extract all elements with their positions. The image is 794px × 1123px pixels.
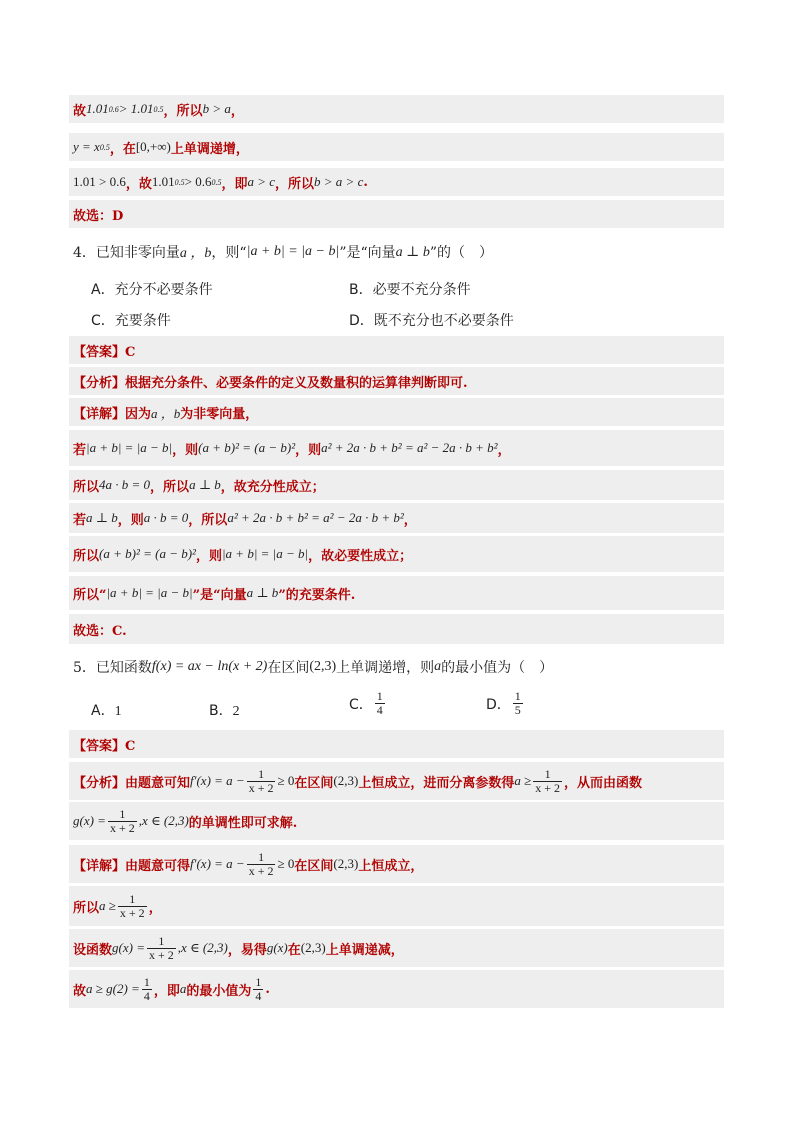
q4-option-b: B．必要不充分条件	[349, 282, 471, 298]
prev-line-1: 故 1.01 0.6 > 1.01 0.5 ，所以 b > a ，	[69, 95, 724, 123]
prev-line-2: y = x 0.5 ，在 [0,+∞) 上单调递增，	[69, 133, 724, 161]
q4-step-4: 所以 (a + b)² = (a − b)² ，则 |a + b| = |a − b| ，故必要性成立；	[69, 536, 724, 572]
q5-option-d: D． $\frac{1}{5}$	[486, 689, 521, 717]
fraction: $\frac{1}{4}$	[376, 689, 383, 717]
q4-option-d: D．既不充分也不必要条件	[349, 313, 514, 329]
q4-detail: 【详解】因为 a ，b 为非零向量，	[69, 398, 724, 426]
q5-stem: 5．已知函数 f(x) = ax − ln(x + 2) 在区间 (2,3) 上单调递增，则 a 的最小值为（ ）	[73, 659, 554, 676]
q4-analysis: 【分析】根据充分条件、必要条件的定义及数量积的运算律判断即可.	[69, 367, 724, 395]
q5-detail-1: 【详解】由题意可得 f′(x) = a − $\frac{1}{x + 2}$ ≥ 0 在区间 (2,3) 上恒成立，	[69, 845, 724, 883]
q5-analysis-1: 【分析】由题意可知 f′(x) = a − $\frac{1}{x + 2}$ ≥ 0 在区间 (2,3) 上恒成立，进而分离参数得 a ≥ $\frac{1}{x + 2}$ ，从而由函数	[69, 762, 724, 800]
prev-choose: 故选：D	[69, 200, 724, 228]
q5-option-b: B．2	[209, 703, 240, 719]
fraction: $\frac{1}{5}$	[514, 689, 521, 717]
q4-choose: 故选：C.	[69, 614, 724, 644]
fraction: $\frac{1}{4}$	[255, 974, 262, 1003]
fraction: $\frac{1}{x + 2}$	[248, 766, 274, 795]
q4-answer: 【答案】C	[69, 336, 724, 364]
fraction: $\frac{1}{x + 2}$	[119, 891, 145, 920]
q4-option-c: C．充要条件	[91, 313, 171, 329]
fraction: $\frac{1}{4}$	[143, 974, 150, 1003]
q5-detail-2: 所以 a ≥ $\frac{1}{x + 2}$ ，	[69, 886, 724, 926]
prev-line-3: 1.01 > 0.6 ，故 1.01 0.5 > 0.6 0.5 ，即 a > c ，所以 b > a > c .	[69, 168, 724, 196]
q4-step-5: 所以“ |a + b| = |a − b| ”是“向量 a ⊥ b ”的充要条件.	[69, 576, 724, 610]
q5-option-c: C． $\frac{1}{4}$	[349, 689, 383, 717]
q5-option-a: A．1	[91, 703, 122, 719]
q5-answer: 【答案】C	[69, 730, 724, 758]
fraction: $\frac{1}{x + 2}$	[148, 933, 174, 962]
q4-stem: 4．已知非零向量 a ，b ，则“ |a + b| = |a − b| ”是“向量 a ⊥ b ”的（ ）	[73, 244, 494, 261]
fraction: $\frac{1}{x + 2}$	[109, 806, 135, 835]
q4-step-1: 若 |a + b| = |a − b| ，则 (a + b)² = (a − b)² ，则 a² + 2a · b + b² = a² − 2a · b + b² ，	[69, 430, 724, 466]
fraction: $\frac{1}{x + 2}$	[535, 766, 560, 795]
q4-option-a: A．充分不必要条件	[91, 282, 213, 298]
q4-step-3: 若 a ⊥ b ，则 a · b = 0 ，所以 a² + 2a · b + b² = a² − 2a · b + b² ，	[69, 503, 724, 533]
fraction: $\frac{1}{x + 2}$	[248, 849, 274, 878]
q5-analysis-2: g(x) = $\frac{1}{x + 2}$ ,x ∈ (2,3) 的单调性即可求解.	[69, 802, 724, 840]
q5-detail-4: 故 a ≥ g(2) = $\frac{1}{4}$ ，即 a 的最小值为 $\frac{1}{4}$ .	[69, 970, 724, 1008]
q5-detail-3: 设函数 g(x) = $\frac{1}{x + 2}$ ,x ∈ (2,3) ，易得 g(x) 在 (2,3) 上单调递减，	[69, 929, 724, 967]
q4-step-2: 所以 4a · b = 0 ，所以 a ⊥ b ，故充分性成立；	[69, 470, 724, 500]
